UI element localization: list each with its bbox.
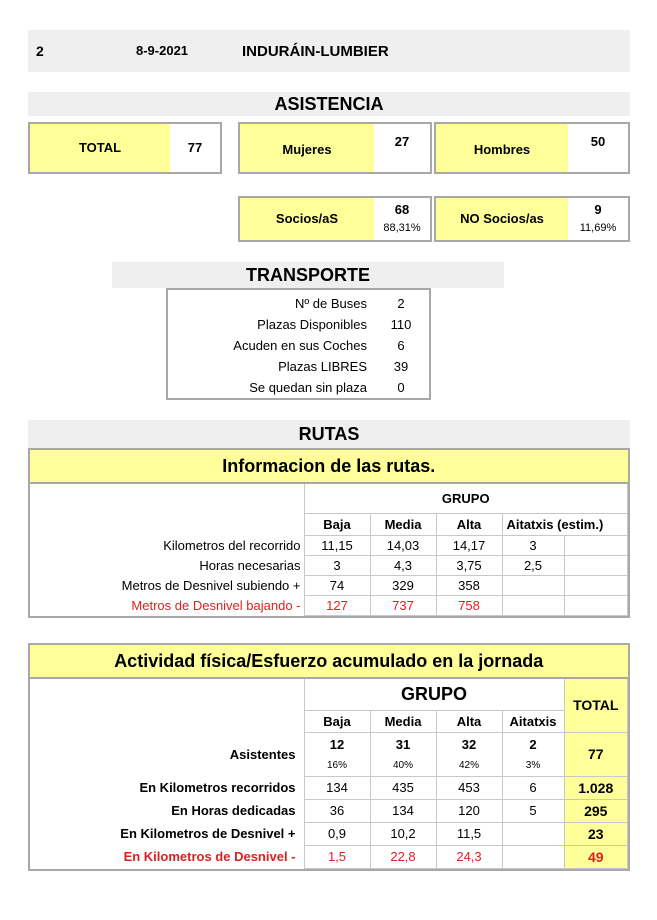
esfuerzo-cell: 36 (304, 799, 370, 822)
esfuerzo-col-header: Alta (436, 710, 502, 732)
rutas-row-label: Metros de Desnivel subiendo + (30, 575, 304, 595)
rutas-cell: 3,75 (436, 555, 502, 575)
asistentes-value: 32 (436, 732, 502, 756)
rutas-cell: 127 (304, 595, 370, 615)
nosocios-value: 9 (594, 202, 602, 217)
transporte-row (168, 335, 429, 356)
rutas-row-label: Horas necesarias (30, 555, 304, 575)
table-row (30, 776, 628, 799)
rutas-col-header: Aitatxis (estim.) (502, 513, 628, 535)
table-row (30, 845, 628, 868)
asistentes-pct: 16% (304, 756, 370, 776)
table-row (30, 822, 628, 845)
rutas-grupo-header: GRUPO (304, 483, 628, 513)
esfuerzo-table-box (28, 643, 630, 871)
esfuerzo-cell: 134 (304, 776, 370, 799)
esfuerzo-row-label: En Horas dedicadas (30, 799, 304, 822)
esfuerzo-cell: 435 (370, 776, 436, 799)
transporte-table (168, 293, 429, 398)
esfuerzo-cell (502, 822, 564, 845)
transporte-row (168, 356, 429, 377)
hombres-label: Hombres (436, 124, 568, 172)
rutas-cell: 74 (304, 575, 370, 595)
transporte-label: Plazas Disponibles (257, 317, 367, 332)
rutas-title: RUTAS (28, 420, 630, 448)
nosocios-pct: 11,69% (579, 222, 617, 234)
esfuerzo-cell: 0,9 (304, 822, 370, 845)
rutas-cell (502, 575, 564, 595)
asistentes-pct: 42% (436, 756, 502, 776)
esfuerzo-cell: 453 (436, 776, 502, 799)
table-row (30, 799, 628, 822)
esfuerzo-total-cell: 23 (564, 822, 628, 845)
rutas-table (30, 450, 628, 616)
esfuerzo-table (30, 645, 628, 869)
esfuerzo-total-header: TOTAL (564, 678, 628, 732)
transporte-row (168, 293, 429, 314)
asistentes-pct: 40% (370, 756, 436, 776)
esfuerzo-total-cell: 1.028 (564, 776, 628, 799)
rutas-cell: 329 (370, 575, 436, 595)
nosocios-box (434, 196, 630, 242)
transporte-label: Plazas LIBRES (278, 359, 367, 374)
rutas-cell: 4,3 (370, 555, 436, 575)
transporte-value: 39 (393, 359, 409, 374)
rutas-subtitle: Informacion de las rutas. (30, 450, 628, 483)
table-row (30, 535, 628, 555)
rutas-cell: 14,03 (370, 535, 436, 555)
esfuerzo-grupo-header: GRUPO (304, 678, 564, 710)
esfuerzo-col-header: Media (370, 710, 436, 732)
sheet-number: 2 (36, 43, 44, 59)
rutas-col-header: Baja (304, 513, 370, 535)
total-box (28, 122, 222, 174)
esfuerzo-cell: 6 (502, 776, 564, 799)
esfuerzo-cell: 1,5 (304, 845, 370, 868)
transporte-label: Nº de Buses (295, 296, 367, 311)
asistentes-value: 12 (304, 732, 370, 756)
esfuerzo-col-header: Baja (304, 710, 370, 732)
mujeres-label: Mujeres (240, 124, 374, 172)
mujeres-value: 27 (394, 134, 410, 149)
table-row (30, 575, 628, 595)
esfuerzo-cell: 120 (436, 799, 502, 822)
asistentes-label: Asistentes (30, 732, 304, 776)
socios-box (238, 196, 432, 242)
transporte-title: TRANSPORTE (112, 262, 504, 288)
table-row (30, 595, 628, 615)
esfuerzo-cell: 134 (370, 799, 436, 822)
rutas-cell: 2,5 (502, 555, 564, 575)
asistentes-total: 77 (564, 732, 628, 776)
esfuerzo-cell: 24,3 (436, 845, 502, 868)
header-bar (28, 30, 630, 72)
table-row (30, 732, 628, 756)
transporte-row (168, 377, 429, 398)
esfuerzo-row-label: En Kilometros de Desnivel + (30, 822, 304, 845)
esfuerzo-total-cell: 49 (564, 845, 628, 868)
rutas-cell: 758 (436, 595, 502, 615)
rutas-cell: 737 (370, 595, 436, 615)
esfuerzo-col-header: Aitatxis (502, 710, 564, 732)
esfuerzo-row-label: En Kilometros recorridos (30, 776, 304, 799)
transporte-value: 0 (397, 380, 405, 395)
rutas-col-header: Alta (436, 513, 502, 535)
rutas-cell (502, 595, 564, 615)
rutas-cell: 11,15 (304, 535, 370, 555)
total-label: TOTAL (30, 124, 170, 172)
asistentes-pct: 3% (502, 756, 564, 776)
socios-value: 68 (394, 202, 410, 217)
rutas-row-label: Metros de Desnivel bajando - (30, 595, 304, 615)
rutas-cell: 14,17 (436, 535, 502, 555)
socios-label: Socios/aS (240, 198, 374, 240)
event-date: 8-9-2021 (136, 43, 189, 58)
asistentes-value: 2 (502, 732, 564, 756)
esfuerzo-cell: 11,5 (436, 822, 502, 845)
esfuerzo-cell (502, 845, 564, 868)
transporte-value: 6 (397, 338, 405, 353)
total-value: 77 (187, 140, 203, 155)
asistencia-title: ASISTENCIA (28, 92, 630, 116)
event-title: INDURÁIN-LUMBIER (242, 43, 389, 60)
transporte-value: 2 (397, 296, 405, 311)
esfuerzo-total-cell: 295 (564, 799, 628, 822)
transporte-box (166, 288, 431, 400)
rutas-cell: 3 (304, 555, 370, 575)
hombres-value: 50 (590, 134, 606, 149)
esfuerzo-row-label: En Kilometros de Desnivel - (30, 845, 304, 868)
esfuerzo-title: Actividad física/Esfuerzo acumulado en la jornada (30, 645, 628, 678)
esfuerzo-cell: 5 (502, 799, 564, 822)
rutas-row-label: Kilometros del recorrido (30, 535, 304, 555)
rutas-table-box (28, 448, 630, 618)
socios-pct: 88,31% (383, 222, 421, 234)
esfuerzo-cell: 22,8 (370, 845, 436, 868)
hombres-box (434, 122, 630, 174)
mujeres-box (238, 122, 432, 174)
transporte-label: Se quedan sin plaza (249, 380, 367, 395)
rutas-col-header: Media (370, 513, 436, 535)
esfuerzo-cell: 10,2 (370, 822, 436, 845)
rutas-cell: 358 (436, 575, 502, 595)
transporte-label: Acuden en sus Coches (233, 338, 367, 353)
table-row (30, 555, 628, 575)
nosocios-label: NO Socios/as (436, 198, 568, 240)
asistentes-value: 31 (370, 732, 436, 756)
transporte-value: 110 (390, 317, 412, 332)
rutas-cell: 3 (502, 535, 564, 555)
transporte-row (168, 314, 429, 335)
